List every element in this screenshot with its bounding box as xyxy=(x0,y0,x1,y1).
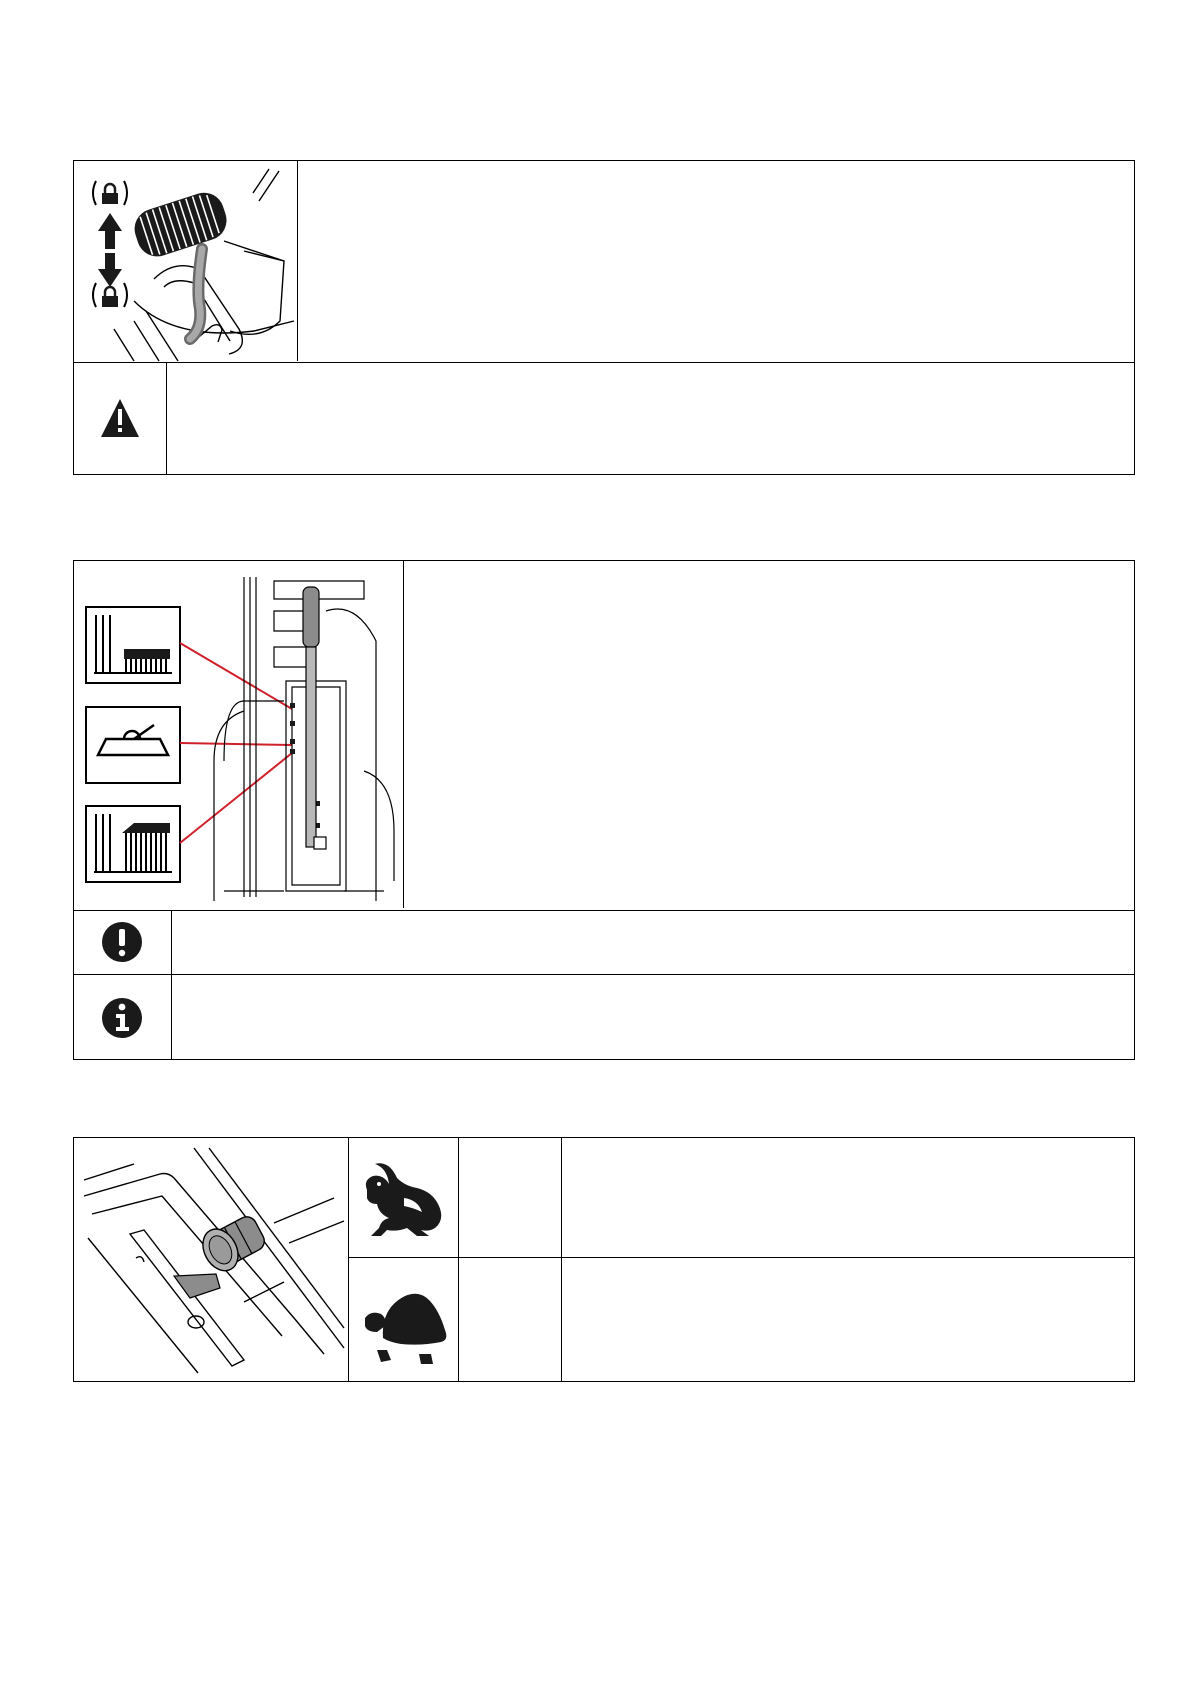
pedal-description xyxy=(298,161,1134,362)
slow-label xyxy=(459,1258,561,1381)
slow-text xyxy=(562,1258,1134,1381)
lever-table xyxy=(73,560,1135,1060)
height-low-icon xyxy=(86,607,180,683)
warning-text xyxy=(167,363,1134,474)
warning-triangle-icon xyxy=(74,363,166,476)
throttle-knob-illustration xyxy=(74,1138,348,1383)
notice-text xyxy=(172,911,1134,974)
height-high-icon xyxy=(86,806,180,882)
rabbit-fast-icon xyxy=(349,1138,458,1257)
pedal-table xyxy=(73,160,1135,475)
pedal-lock-illustration xyxy=(74,161,297,362)
speed-table xyxy=(73,1137,1135,1382)
fast-label xyxy=(459,1138,561,1257)
info-text xyxy=(172,975,1134,1059)
turtle-slow-icon xyxy=(349,1258,458,1383)
height-lever-illustration xyxy=(74,561,403,910)
transport-position-icon xyxy=(86,707,180,783)
fast-text xyxy=(562,1138,1134,1257)
lever-description xyxy=(404,561,1134,910)
exclamation-circle-icon xyxy=(74,911,171,974)
info-circle-icon xyxy=(74,975,171,1061)
